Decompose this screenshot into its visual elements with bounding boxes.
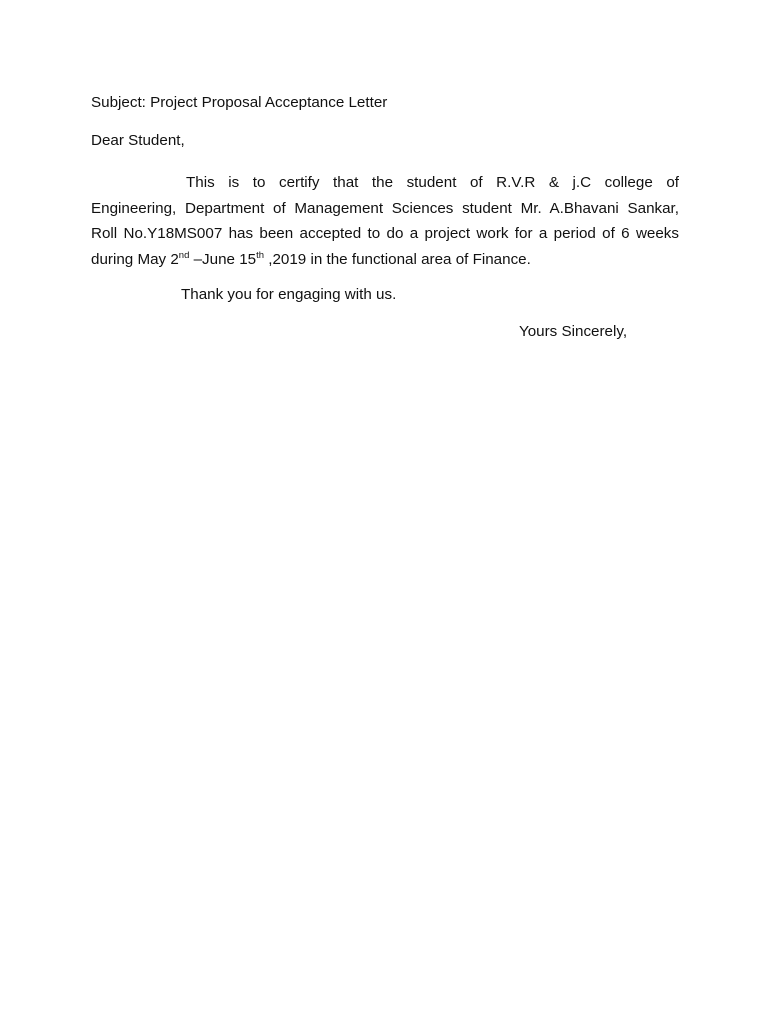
body-line-1 bbox=[91, 170, 679, 196]
body-line-3: Roll No.Y18MS007 has been accepted to do a project work for a period of 6 weeks bbox=[91, 225, 679, 242]
body-line-2: Engineering, Department of Management Sciences student Mr. A.Bhavani Sankar, bbox=[91, 199, 679, 217]
letter-thanks: Thank you for engaging with us. bbox=[181, 286, 397, 303]
body-line-4-part-2: –June 15 bbox=[189, 250, 257, 268]
letter-closing: Yours Sincerely, bbox=[519, 323, 628, 340]
ordinal-suffix-nd: nd bbox=[178, 249, 190, 261]
body-line-4-part-1: during May 2 bbox=[91, 250, 179, 268]
ordinal-suffix-th: th bbox=[256, 249, 265, 261]
body-line-4-part-3: ,2019 in the functional area of Finance. bbox=[264, 250, 531, 268]
letter-subject: Subject: Project Proposal Acceptance Letter bbox=[91, 94, 388, 111]
body-line-1-text: This is to certify that the student of R.V.R & j.C college of bbox=[186, 174, 679, 191]
letter-body bbox=[91, 170, 679, 272]
letter-salutation: Dear Student, bbox=[91, 132, 185, 149]
body-line-4 bbox=[91, 247, 679, 273]
